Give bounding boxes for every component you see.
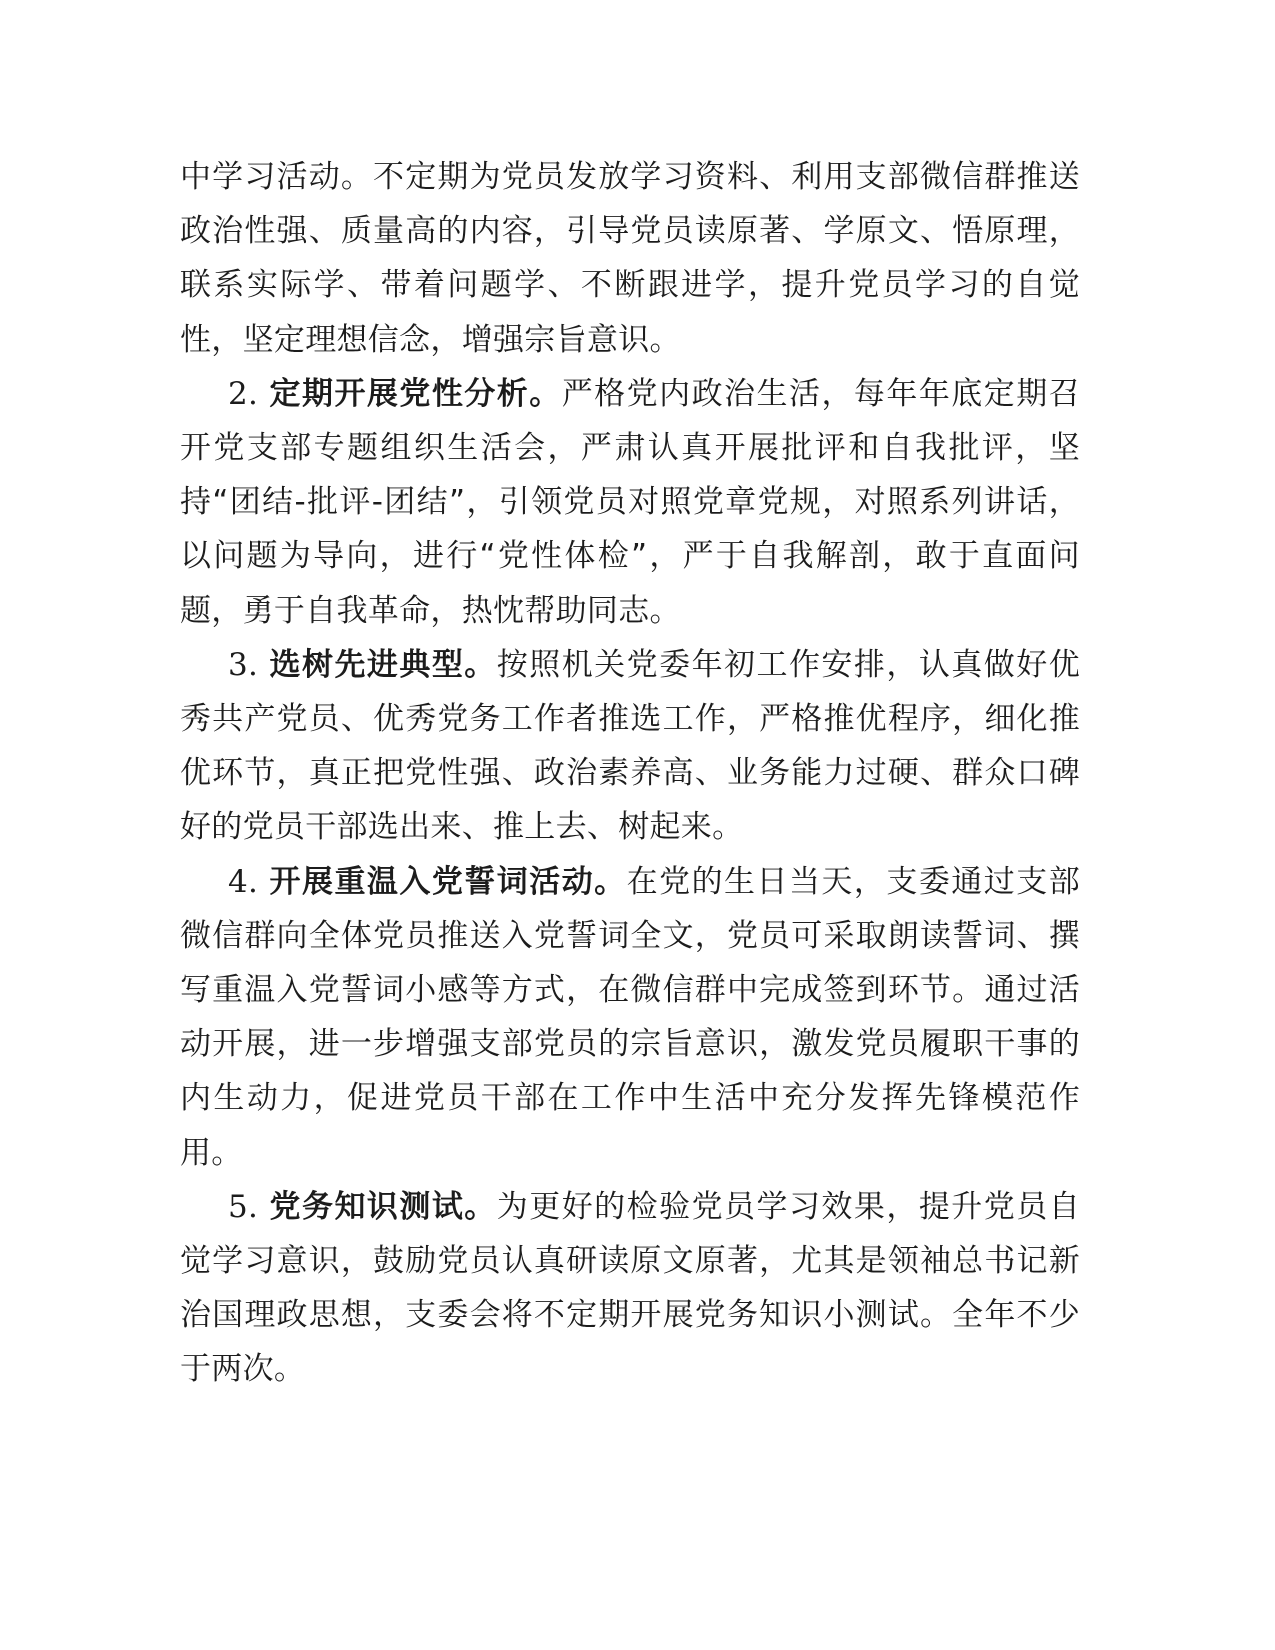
- item-heading: 定期开展党性分析。: [269, 375, 562, 412]
- paragraph-body: 在党的生日当天，支委通过支部微信群向全体党员推送入党誓词全文，党员可采取朗读誓词、撰写重温入党誓词小感等方式，在微信群中完成签到环节。通过活动开展，进一步增强支部党员的宗旨意识，激发党员履职干事的内生动力，促进党员干部在工作中生活中充分发挥先锋模范作用。: [180, 863, 1080, 1171]
- paragraph-item-3: [180, 638, 1080, 855]
- paragraph-continuation: [180, 150, 1080, 367]
- paragraph-body: 严格党内政治生活，每年年底定期召开党支部专题组织生活会，严肃认真开展批评和自我批评，坚持“团结-批评-团结”，引领党员对照党章党规，对照系列讲话，以问题为导向，进行“党性体检”，严于自我解剖，敢于直面问题，勇于自我革命，热忱帮助同志。: [180, 375, 1081, 629]
- item-number: 5.: [228, 1188, 259, 1225]
- item-heading: 党务知识测试。: [269, 1188, 497, 1225]
- item-number: 2.: [228, 375, 259, 412]
- document-page: [180, 150, 1080, 1397]
- paragraph-item-2: [180, 367, 1080, 638]
- paragraph-item-5: [180, 1180, 1080, 1397]
- item-heading: 选树先进典型。: [269, 646, 497, 683]
- paragraph-item-4: [180, 855, 1080, 1180]
- paragraph-body: 中学习活动。不定期为党员发放学习资料、利用支部微信群推送政治性强、质量高的内容，引导党员读原著、学原文、悟原理，联系实际学、带着问题学、不断跟进学，提升党员学习的自觉性，坚定理想信念，增强宗旨意识。: [180, 159, 1080, 358]
- item-heading: 开展重温入党誓词活动。: [269, 863, 627, 900]
- item-number: 4.: [228, 863, 259, 900]
- paragraph-body: 为更好的检验党员学习效果，提升党员自觉学习意识，鼓励党员认真研读原文原著，尤其是领袖总书记新治国理政思想，支委会将不定期开展党务知识小测试。全年不少于两次。: [180, 1188, 1080, 1388]
- item-number: 3.: [228, 646, 259, 683]
- paragraph-body: 按照机关党委年初工作安排，认真做好优秀共产党员、优秀党务工作者推选工作，严格推优程序，细化推优环节，真正把党性强、政治素养高、业务能力过硬、群众口碑好的党员干部选出来、推上去、树起来。: [180, 646, 1080, 846]
